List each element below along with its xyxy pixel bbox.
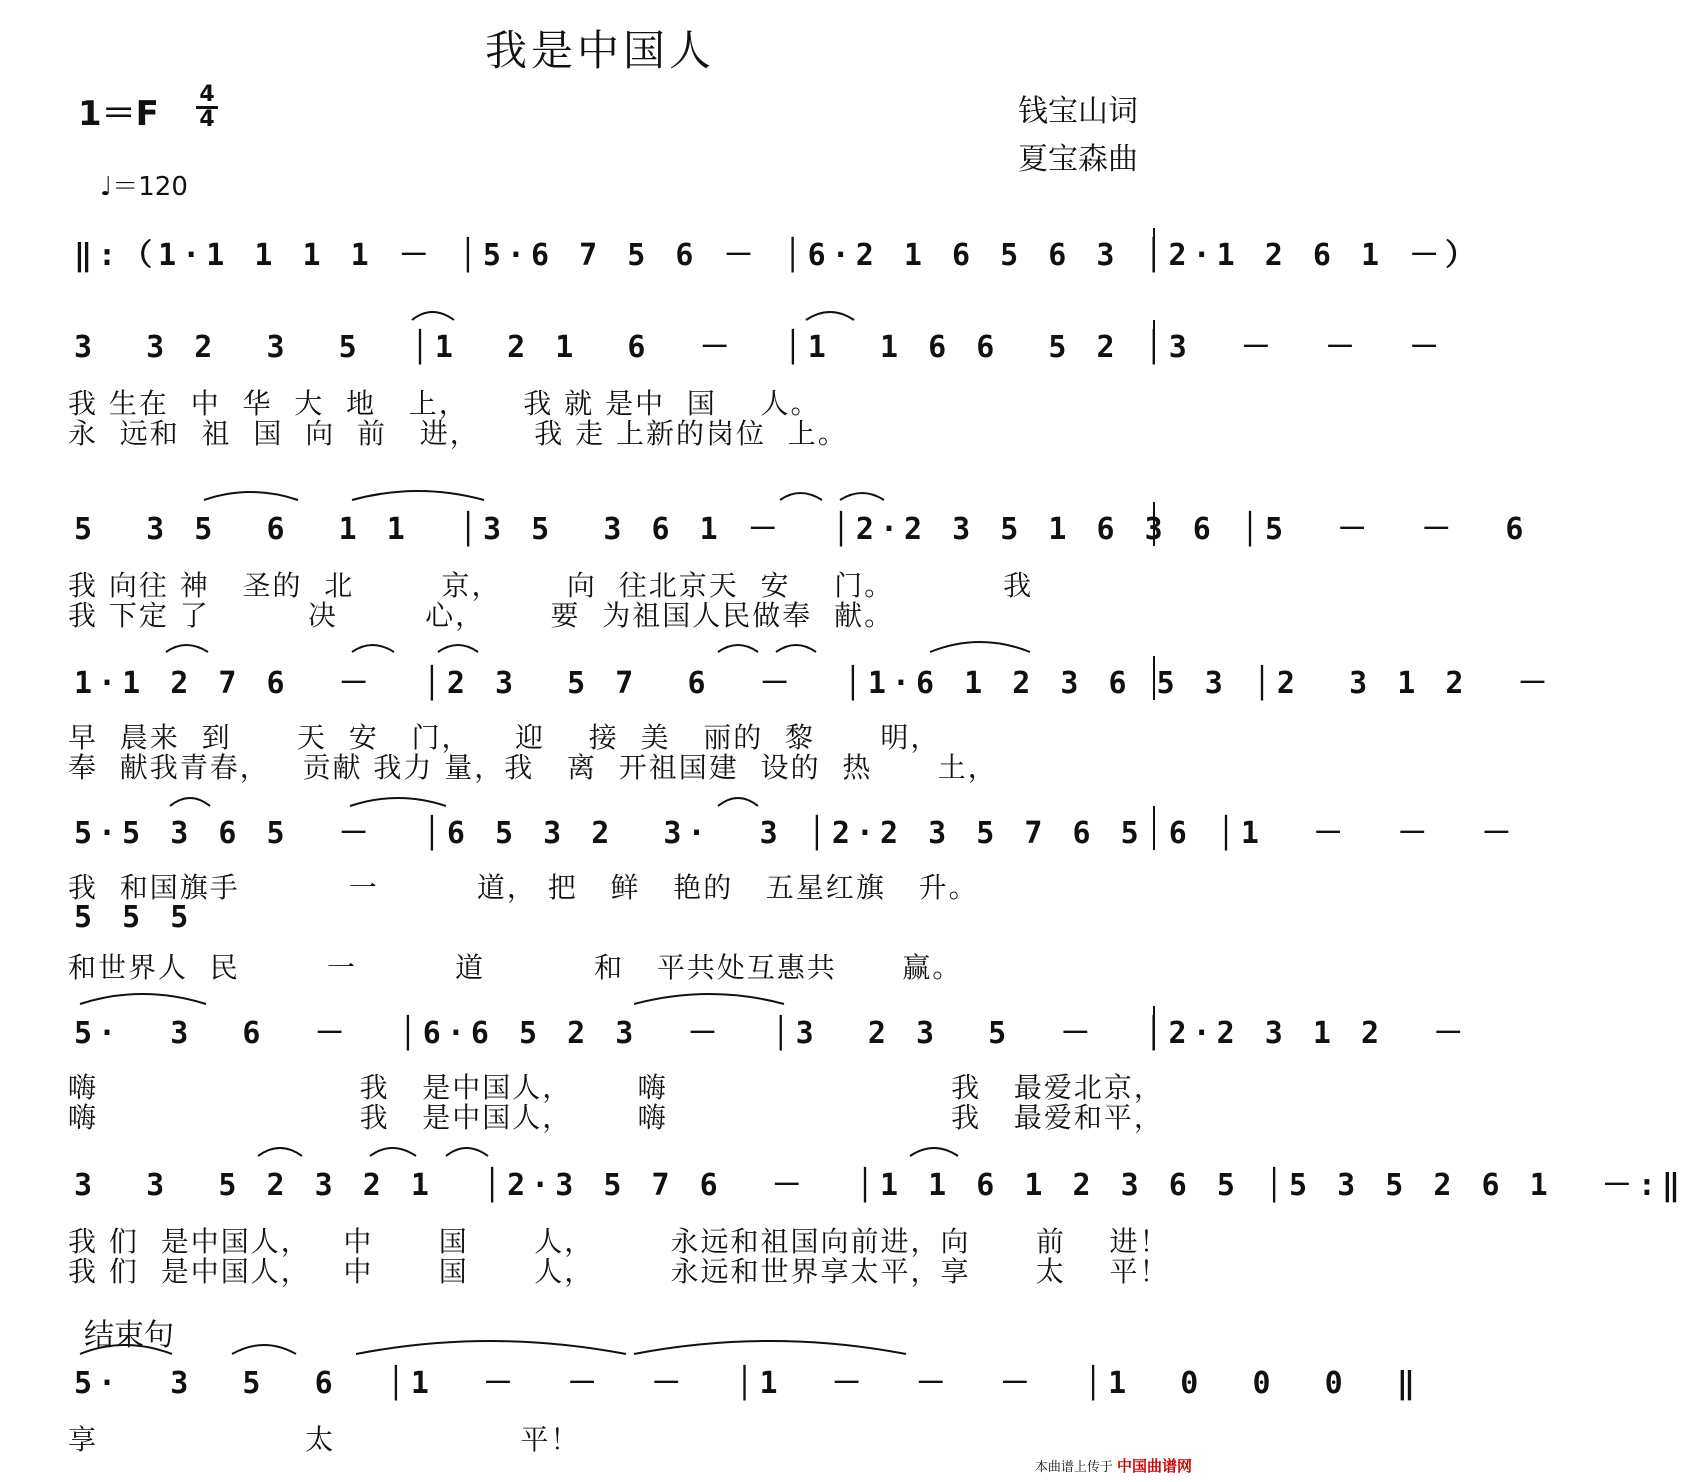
slur	[352, 645, 394, 652]
lyric-line-2a: 我 生在 中 华 大 地 上， 我 就 是中 国 人。	[68, 387, 821, 420]
lyric-line-5a: 我 和国旗手 一 道， 把 鲜 艳的 五星红旗 升。	[68, 871, 979, 904]
slur	[412, 312, 454, 320]
slur	[166, 645, 208, 652]
notation-line-4: 1·1 2 7 6 － │2 3 5 7 6 － │1·6 1 2 3 6 5 3 │2 3 1 2 －	[74, 666, 1554, 701]
slur	[634, 994, 784, 1004]
key-signature: 1＝F	[78, 94, 159, 134]
footer-text: 本曲谱上传于	[1034, 1460, 1113, 1475]
lyricist-credit: 钱宝山词	[1018, 94, 1138, 129]
lyric-line-3b: 我 下定 了 决 心， 要 为祖国人民做奉 献。	[68, 599, 895, 632]
lyric-line-7a: 我 们 是中国人， 中 国 人， 永远和祖国向前进，向 前 进！	[68, 1225, 1170, 1258]
lyric-line-2b: 永 远和 祖 国 向 前 进， 我 走 上新的岗位 上。	[68, 417, 848, 450]
slur	[80, 994, 206, 1004]
ending-marker: 结束句	[84, 1318, 174, 1353]
slur	[80, 1345, 172, 1354]
slur	[446, 1148, 488, 1156]
slur	[806, 312, 854, 320]
slur	[438, 645, 478, 652]
slur	[258, 1148, 302, 1156]
slur	[370, 1148, 416, 1156]
slur	[776, 645, 816, 652]
slur	[204, 492, 298, 500]
slur	[930, 642, 1030, 652]
notation-line-6: 5· 3 6 － │6·6 5 2 3 － │3 2 3 5 － │2·2 3 1 2 －	[74, 1016, 1470, 1051]
notation-line-8: 5· 3 5 6 │1 － － － │1 － － － │1 0 0 0 ‖	[74, 1366, 1421, 1401]
lyric-line-8: 享 太 平！	[68, 1423, 581, 1456]
slur	[170, 798, 210, 806]
lyric-line-6a: 嗨 我 是中国人， 嗨 我 最爱北京，	[68, 1071, 1164, 1104]
song-title: 我是中国人	[484, 26, 715, 75]
lyric-line-4a: 早 晨来 到 天 安 门， 迎 接 美 丽的 黎 明，	[68, 721, 941, 754]
slur	[356, 1341, 626, 1354]
footer-site: 中国曲谱网	[1116, 1457, 1192, 1475]
footer-watermark	[1035, 1455, 1192, 1476]
lyric-line-7b: 我 们 是中国人， 中 国 人， 永远和世界享太平，享 太 平！	[68, 1255, 1170, 1288]
slur	[718, 645, 758, 652]
notation-line-1: ‖:（1·1 1 1 1 － │5·6 7 5 6 － │6·2 1 6 5 6 3 │2·1 2 6 1 －）	[74, 238, 1482, 273]
composer-credit: 夏宝森曲	[1018, 142, 1138, 177]
slur	[840, 493, 884, 500]
lyric-line-3a: 我 向往 神 圣的 北 京， 向 往北京天 安 门。 我	[68, 569, 1034, 602]
slur	[910, 1148, 958, 1156]
slur	[634, 1341, 906, 1354]
time-signature-top: 4	[199, 82, 215, 107]
tempo-marking: ♩＝120	[100, 172, 188, 202]
time-signature-bottom: 4	[199, 107, 215, 132]
lyric-line-5b: 和世界人 民 一 道 和 平共处互惠共 赢。	[68, 951, 963, 984]
slur	[232, 1345, 296, 1354]
lyric-line-6b: 嗨 我 是中国人， 嗨 我 最爱和平，	[68, 1101, 1164, 1134]
notation-line-3: 5 3 5 6 1 1 │3 5 3 6 1 － │2·2 3 5 1 6 3 6 │5 － － 6	[74, 512, 1530, 547]
slur	[350, 798, 446, 806]
notation-line-5: 5·5 3 6 5 － │6 5 3 2 3· 3 │2·2 3 5 7 6 5 6 │1 － － －	[74, 816, 1518, 851]
slur	[718, 798, 758, 806]
slur	[780, 493, 822, 500]
notation-line-7: 3 3 5 2 3 2 1 │2·3 5 7 6 － │1 1 6 1 2 3 6 5 │5 3 5 2 6 1 －:‖	[74, 1168, 1686, 1203]
notation-line-2: 3 3 2 3 5 │1 2 1 6 － │1 1 6 6 5 2 │3 － － －	[74, 330, 1446, 365]
notation-line-5-alt: 5 5 5	[74, 900, 195, 935]
lyric-line-4b: 奉 献我青春， 贡献 我力 量，我 离 开祖国建 设的 热 土，	[68, 751, 998, 784]
slur	[352, 491, 484, 500]
